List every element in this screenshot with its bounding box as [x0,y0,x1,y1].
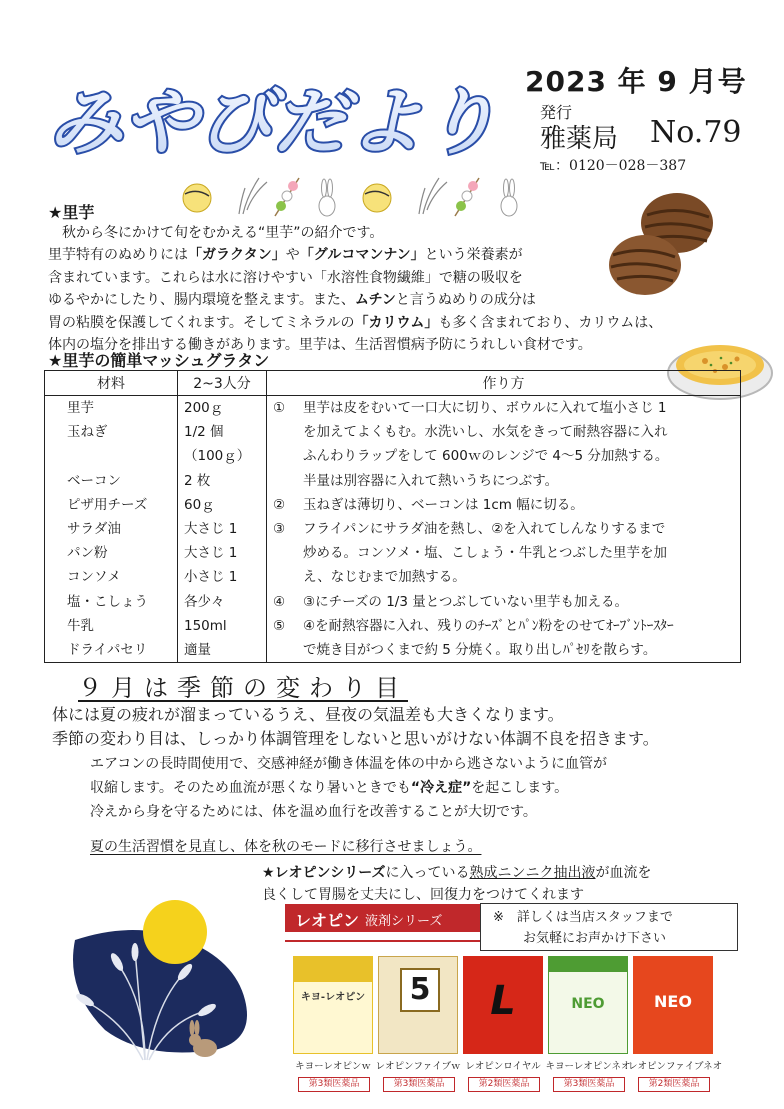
drug-class-badge: 第3類医薬品 [383,1077,455,1092]
text-span: 収縮します。そのため血流が悪くなり暑いときでも [90,780,411,796]
galactan-term: 「ガラクタン」 [188,247,286,264]
drug-class-badge: 第3類医薬品 [553,1077,625,1092]
step-number: ③ [273,520,286,537]
step-text: ③にチーズの 1/3 量とつぶしていない里芋も加える。 [303,593,628,610]
glucomannan-term: 「グルコマンナン」 [299,247,425,264]
taro-line [48,222,738,244]
note-line: ※ 詳しくは当店スタッフまで [493,910,673,925]
staff-inquiry-note [480,903,738,951]
recipe-step [267,493,740,517]
taro-line [48,312,738,334]
product-box [633,956,713,1054]
product-box-text: 5 [400,968,440,1012]
amount: 150ml [184,617,227,634]
dango-icon [275,178,299,216]
step-text: ④を耐熱容器に入れ、残りのﾁｰｽﾞとﾊﾟﾝ粉をのせてｵｰﾌﾞﾝﾄｰｽﾀｰ [303,617,674,634]
step-text: フライパンにサラダ油を熱し、②を入れてしんなりするまで [303,520,666,537]
ingredient: 里芋 [67,400,94,416]
text-span: や [285,247,300,264]
amount: 小さじ 1 [184,569,238,586]
recipe-step [267,565,740,589]
dango-icon [455,178,479,216]
taro-line [48,267,738,289]
amount: 1/2 個 [184,424,224,441]
recipe-step [267,420,740,444]
moon-icon [363,184,391,212]
header-method: 作り方 [267,371,741,396]
recipe-body-row [45,396,741,663]
amount: 2 枚 [184,472,211,489]
full-moon-icon [143,900,207,964]
header-ingredients: 材料 [45,371,178,396]
ingredient: ベーコン [67,472,121,489]
ingredient: ピザ用チーズ [67,496,148,513]
rabbit-icon [501,179,517,216]
taro-heading: ★里芋 [48,203,95,222]
text-span: 秋から冬にかけて旬をむかえる“里芋”の紹介です。 [62,225,384,241]
recipe-header-row [45,371,741,396]
susuki-grass-icon [419,178,447,214]
season-body [90,752,607,824]
step-text: 玉ねぎは薄切り、ベーコンは 1cm 幅に切る。 [303,496,584,513]
potassium-term: 「カリウム」 [354,314,439,331]
issue-date: 2023 年 9 月号 [525,65,747,98]
series-logo: レオピン [295,911,360,930]
product-name: キヨーレオピンｗ [295,1061,371,1072]
recipe-step [267,444,740,468]
text-span: 胃の粘膜を保護してくれます。そしてミネラルの [48,314,355,331]
season-line [90,776,607,800]
publisher-name: 雅薬局 [540,124,619,154]
step-text: 半量は別容器に入れて熱いうちにつぶす。 [303,472,559,489]
text-span: という栄養素が [424,247,523,264]
step-text: ふんわりラップをして 600ｗのレンジで 4～5 分加熱する。 [303,448,669,465]
series-label: 液剤シリーズ [365,914,443,929]
product-name: レオピンファイブｗ [375,1061,461,1072]
recipe-step [267,396,740,420]
promo-ingredient: 熟成ニンニク抽出液 [469,865,596,881]
promo-line: 良くして胃腸を丈夫にし、回復力をつけてくれます [262,887,584,903]
recipe-step [267,469,740,493]
recipe-step [267,638,740,662]
taro-body [48,222,738,356]
season-heading: ９月は季節の変わり目 [78,674,408,702]
recipe-heading: ★里芋の簡単マッシュグラタン [48,351,270,370]
step-number: ⑤ [273,617,286,634]
ingredient: 塩・こしょう [67,593,148,610]
promo-line [262,862,652,882]
step-text: を加えてよくもむ。水洗いし、水気をきって耐熱容器に入れ [303,424,668,441]
product-box-text: L [490,978,516,1024]
text-span: が血流を [595,865,652,881]
step-number: ① [273,400,286,416]
series-title-bar [285,904,485,932]
recipe-step [267,614,740,638]
mucin-term: ムチン [354,292,396,309]
season-closing: 夏の生活習慣を見直し、体を秋のモードに移行させましょう。 [90,839,482,855]
ingredient: サラダ油 [67,520,121,537]
taro-line [48,289,738,311]
product-box [378,956,458,1054]
amount: 60ｇ [184,496,215,513]
text-span: 里芋特有のぬめりには [48,247,188,264]
text-span: 冷えから身を守るためには、体を温め血行を改善することが大切です。 [90,804,537,820]
amount: 200ｇ [184,400,224,416]
cold-sensitivity-term: “冷え症” [410,780,472,796]
ingredient-list [45,396,178,663]
product-box-text: キヨ-レオピン [300,992,366,1003]
recipe-step [267,517,740,541]
drug-class-badge: 第2類医薬品 [468,1077,540,1092]
issue-number: No.79 [650,115,742,150]
newsletter-title-logo [40,55,510,175]
product-name: レオピンファイブネオ [628,1061,723,1072]
method-steps [267,396,741,663]
season-lead: 季節の変わり目は、しっかり体調管理をしないと思いがけない体調不良を招きます。 [52,729,659,748]
product-box-text: NEO [571,996,605,1012]
step-text: で焼き目がつくまで約 5 分焼く。取り出しﾊﾟｾﾘを散らす。 [303,641,657,658]
moon-night-illustration [55,890,255,1070]
text-span: を起こします。 [471,780,569,796]
publisher-label: 発行 [540,103,573,122]
season-line [90,800,607,824]
text-span: エアコンの長時間使用で、交感神経が働き体温を体の中から逃さないように血管が [90,756,608,772]
ingredient: パン粉 [67,545,108,562]
title-text: みやびだより [48,80,498,164]
product-box-band [548,956,628,972]
product-box-text: NEO [654,992,692,1011]
step-number: ② [273,496,286,513]
product-box-band [293,956,373,982]
amount: 適量 [184,641,211,658]
taro-line [48,244,738,266]
recipe-step [267,590,740,614]
step-number: ④ [273,593,286,610]
moon-icon [183,184,211,212]
susuki-grass-icon [239,178,267,214]
recipe-table [44,370,741,663]
ingredient: 玉ねぎ [67,424,108,441]
recipe-step [267,541,740,565]
header-servings: 2~3人分 [178,371,267,396]
step-text: 里芋は皮をむいて一口大に切り、ボウルに入れて塩小さじ 1 [303,400,667,416]
product-name: レオピンロイヤル [465,1061,541,1072]
amount-list [178,396,267,663]
text-span: ゆるやかにしたり、腸内環境を整えます。また、 [48,292,355,309]
note-line: お気軽にお声かけ下さい [523,931,667,946]
product-box [293,956,373,1054]
ingredient: コンソメ [67,569,121,586]
season-lead: 体には夏の疲れが溜まっているうえ、昼夜の気温差も大きくなります。 [52,705,564,724]
text-span: 体内の塩分を排出する働きがあります。里芋は、生活習慣病予防にうれしい食材です。 [48,337,592,354]
amount: 各少々 [184,593,225,610]
ingredient [45,444,177,468]
text-span: と言うぬめりの成分は [395,292,536,309]
text-span: も多く含まれており、カリウムは、 [438,314,663,331]
product-box [463,956,543,1054]
telephone: ℡：0120－028－387 [540,158,687,174]
text-span: に入っている [385,865,470,881]
product-name: キヨーレオピンネオ [545,1061,631,1072]
drug-class-badge: 第2類医薬品 [638,1077,710,1092]
rabbit-icon [319,179,335,216]
step-text: え、なじむまで加熱する。 [303,569,466,586]
promo-series-name: ★レオピンシリーズ [262,865,386,881]
season-line [90,752,607,776]
product-box [548,956,628,1054]
text-span: 含まれています。これらは水に溶けやすい「水溶性食物繊維」で糖の吸収を [48,269,523,286]
autumn-decoration-row [175,170,535,220]
amount: 大さじ 1 [184,545,238,562]
ingredient: ドライパセリ [67,641,148,658]
drug-class-badge: 第3類医薬品 [298,1077,370,1092]
amount: 大さじ 1 [184,520,238,537]
step-text: 炒める。コンソメ・塩、こしょう・牛乳とつぶした里芋を加 [303,545,667,562]
amount: （100ｇ） [184,448,251,465]
ingredient: 牛乳 [67,617,94,634]
